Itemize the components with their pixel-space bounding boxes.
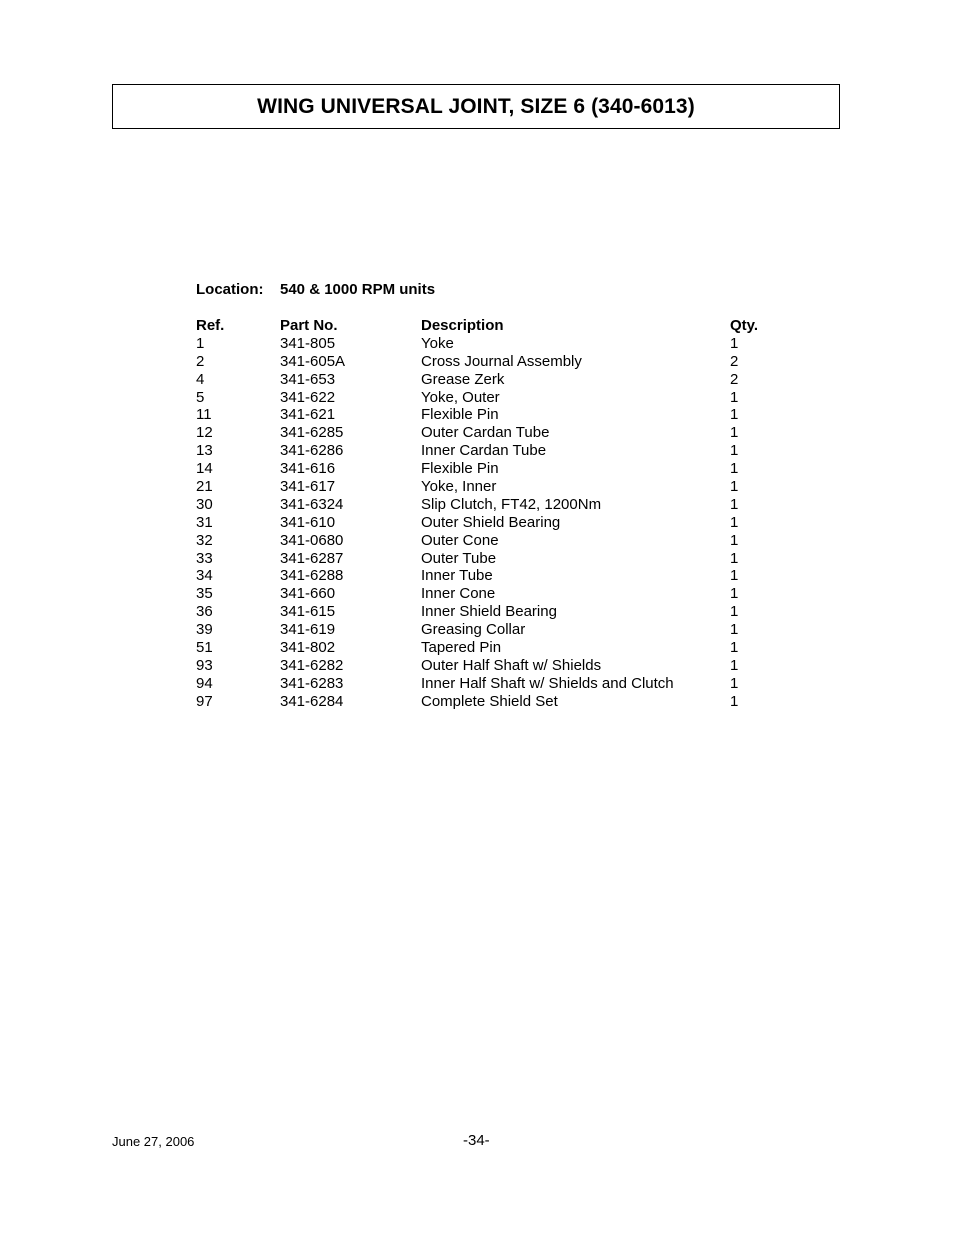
row-description: Outer Half Shaft w/ Shields: [421, 656, 602, 674]
table-row: [196, 657, 790, 675]
table-row: [196, 478, 790, 496]
row-description: Complete Shield Set: [421, 692, 558, 710]
row-ref: 39: [196, 621, 213, 639]
row-part-no: 341-617: [280, 478, 336, 496]
row-description: Tapered Pin: [421, 639, 502, 657]
row-qty: 1: [730, 388, 739, 406]
row-ref: 4: [196, 370, 205, 388]
row-part-no: 341-6287: [280, 549, 344, 567]
row-qty: 1: [730, 460, 739, 478]
row-qty: 2: [730, 370, 739, 388]
row-qty: 1: [730, 442, 739, 460]
row-part-no: 341-802: [280, 639, 336, 657]
title-box: [112, 84, 840, 129]
page-title: WING UNIVERSAL JOINT, SIZE 6 (340-6013): [257, 94, 695, 118]
header-part-no: Part No.: [280, 317, 338, 334]
row-qty: 2: [730, 352, 739, 370]
row-ref: 12: [196, 424, 213, 442]
row-description: Outer Cone: [421, 531, 499, 549]
row-part-no: 341-605A: [280, 352, 346, 370]
row-description: Slip Clutch, FT42, 1200Nm: [421, 495, 602, 513]
table-row: [196, 442, 790, 460]
row-part-no: 341-6283: [280, 674, 344, 692]
row-qty: 1: [730, 603, 739, 621]
row-ref: 2: [196, 352, 205, 370]
row-ref: 14: [196, 460, 213, 478]
location-value: 540 & 1000 RPM units: [280, 281, 436, 298]
row-ref: 51: [196, 639, 213, 657]
table-row: [196, 585, 790, 603]
location-line: [196, 281, 435, 298]
row-ref: 5: [196, 388, 205, 406]
page-number: -34-: [463, 1132, 490, 1149]
row-description: Inner Cone: [421, 585, 496, 603]
table-row: [196, 406, 790, 424]
row-ref: 1: [196, 334, 205, 352]
row-qty: 1: [730, 621, 739, 639]
row-part-no: 341-6324: [280, 495, 344, 513]
row-description: Cross Journal Assembly: [421, 352, 582, 370]
row-part-no: 341-6282: [280, 656, 344, 674]
row-qty: 1: [730, 567, 739, 585]
row-description: Flexible Pin: [421, 460, 499, 478]
table-row: [196, 371, 790, 389]
row-description: Inner Cardan Tube: [421, 442, 547, 460]
table-header: [196, 317, 790, 335]
row-part-no: 341-660: [280, 585, 336, 603]
row-part-no: 341-6286: [280, 442, 344, 460]
table-row: [196, 335, 790, 353]
table-row: [196, 424, 790, 442]
table-body: [196, 335, 790, 711]
row-ref: 33: [196, 549, 213, 567]
row-qty: 1: [730, 549, 739, 567]
table-row: [196, 621, 790, 639]
header-ref: Ref.: [196, 317, 225, 334]
table-row: [196, 675, 790, 693]
row-part-no: 341-615: [280, 603, 336, 621]
table-row: [196, 514, 790, 532]
row-part-no: 341-6288: [280, 567, 344, 585]
footer-date: June 27, 2006: [112, 1134, 195, 1149]
row-ref: 36: [196, 603, 213, 621]
row-part-no: 341-653: [280, 370, 336, 388]
row-qty: 1: [730, 334, 739, 352]
row-ref: 32: [196, 531, 213, 549]
table-row: [196, 389, 790, 407]
row-description: Yoke, Inner: [421, 478, 497, 496]
row-description: Yoke, Outer: [421, 388, 500, 406]
table-row: [196, 460, 790, 478]
table-row: [196, 550, 790, 568]
row-description: Inner Shield Bearing: [421, 603, 557, 621]
row-qty: 1: [730, 424, 739, 442]
row-qty: 1: [730, 495, 739, 513]
row-description: Inner Tube: [421, 567, 493, 585]
row-qty: 1: [730, 656, 739, 674]
row-part-no: 341-6285: [280, 424, 344, 442]
row-part-no: 341-622: [280, 388, 336, 406]
row-part-no: 341-619: [280, 621, 336, 639]
row-ref: 11: [196, 406, 212, 424]
row-ref: 31: [196, 513, 213, 531]
table-row: [196, 603, 790, 621]
row-ref: 35: [196, 585, 213, 603]
row-description: Outer Tube: [421, 549, 497, 567]
row-part-no: 341-0680: [280, 531, 344, 549]
row-ref: 13: [196, 442, 213, 460]
row-ref: 94: [196, 674, 213, 692]
table-row: [196, 567, 790, 585]
row-description: Inner Half Shaft w/ Shields and Clutch: [421, 674, 674, 692]
row-qty: 1: [730, 406, 739, 424]
row-description: Flexible Pin: [421, 406, 499, 424]
table-row: [196, 496, 790, 514]
header-description: Description: [421, 317, 504, 334]
table-row: [196, 353, 790, 371]
table-row: [196, 639, 790, 657]
row-ref: 30: [196, 495, 213, 513]
row-qty: 1: [730, 639, 739, 657]
row-qty: 1: [730, 692, 739, 710]
row-description: Greasing Collar: [421, 621, 526, 639]
row-ref: 93: [196, 656, 213, 674]
row-qty: 1: [730, 674, 739, 692]
row-description: Outer Cardan Tube: [421, 424, 550, 442]
header-qty: Qty.: [730, 317, 759, 334]
table-row: [196, 532, 790, 550]
row-description: Yoke: [421, 334, 454, 352]
row-part-no: 341-621: [280, 406, 336, 424]
row-qty: 1: [730, 478, 739, 496]
row-description: Outer Shield Bearing: [421, 513, 561, 531]
row-part-no: 341-616: [280, 460, 336, 478]
table-row: [196, 693, 790, 711]
parts-table: [196, 317, 790, 711]
row-ref: 21: [196, 478, 213, 496]
row-qty: 1: [730, 585, 739, 603]
row-ref: 97: [196, 692, 213, 710]
row-ref: 34: [196, 567, 213, 585]
row-description: Grease Zerk: [421, 370, 505, 388]
location-label: Location:: [196, 281, 264, 298]
row-part-no: 341-610: [280, 513, 336, 531]
row-part-no: 341-805: [280, 334, 336, 352]
row-qty: 1: [730, 531, 739, 549]
row-qty: 1: [730, 513, 739, 531]
row-part-no: 341-6284: [280, 692, 344, 710]
